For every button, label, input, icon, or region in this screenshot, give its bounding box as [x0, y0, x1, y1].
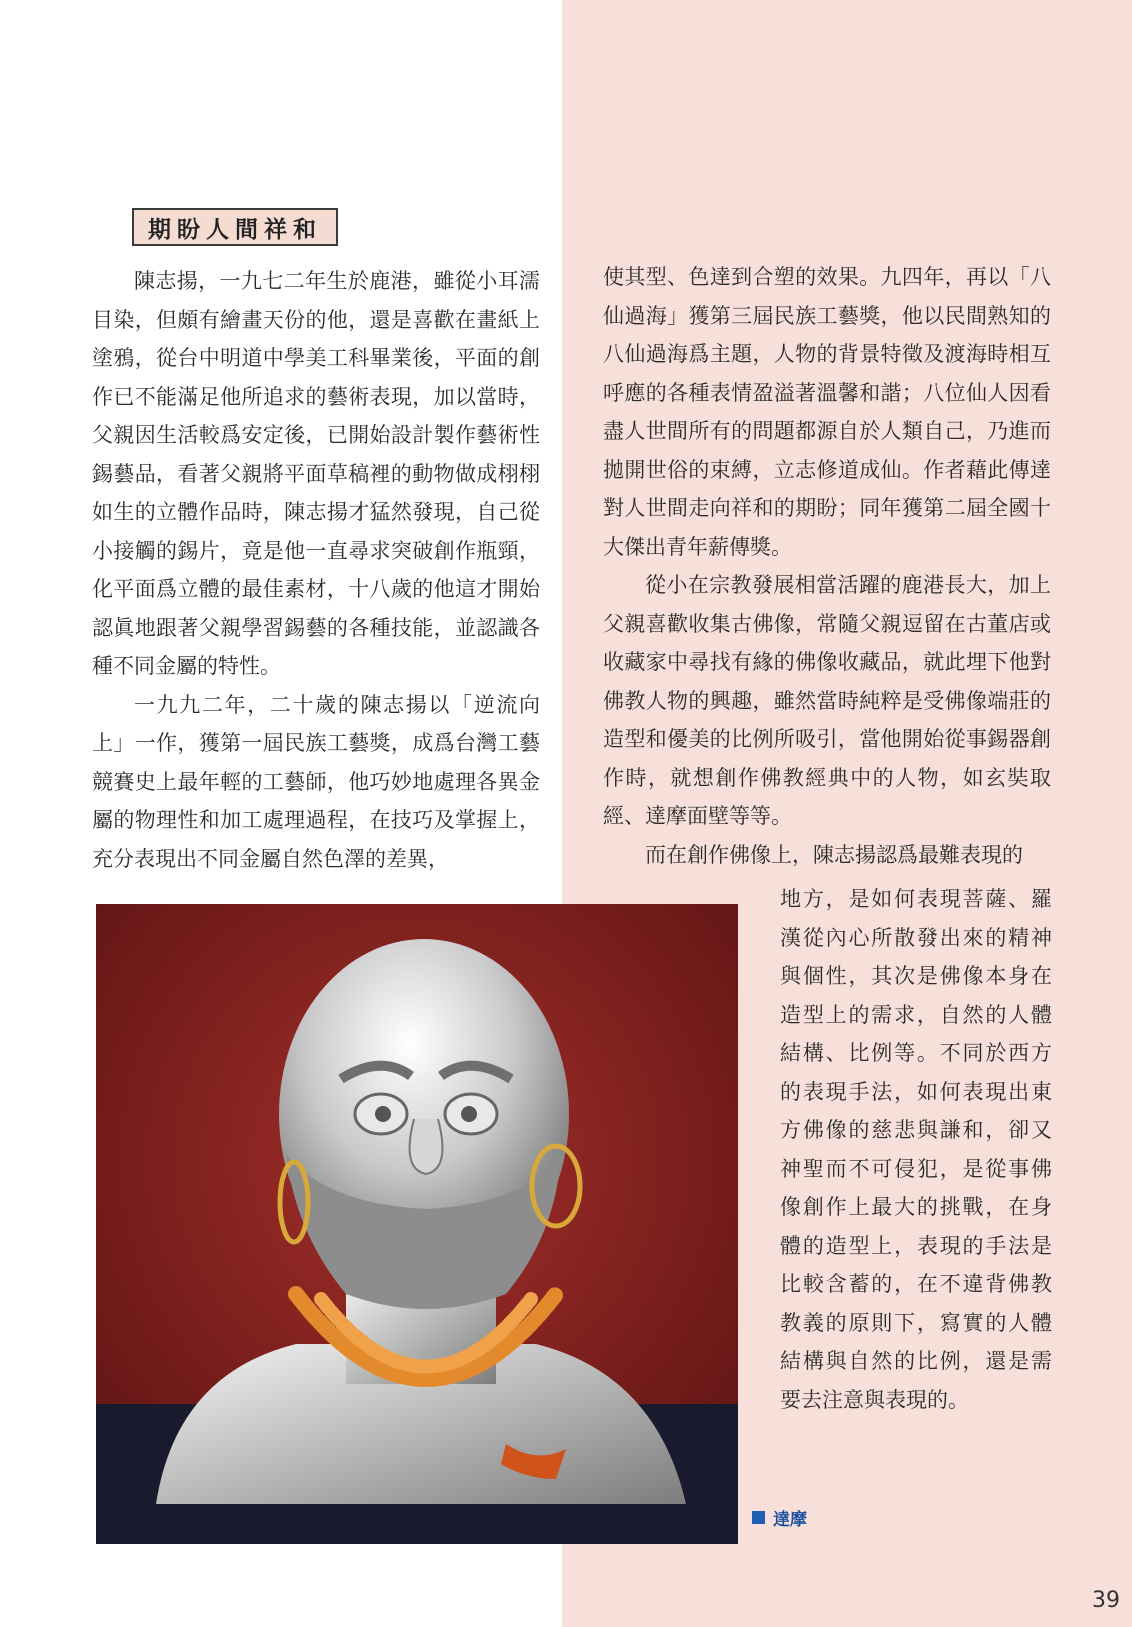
section-heading-text: 期盼人間祥和	[148, 215, 322, 243]
right-paragraph-3: 而在創作佛像上，陳志揚認爲最難表現的	[645, 842, 1023, 867]
caption-square-icon	[752, 1511, 765, 1524]
page-number: 39	[1092, 1588, 1120, 1613]
photo-caption-text: 達摩	[773, 1510, 807, 1530]
section-heading	[132, 208, 338, 246]
right-paragraph-3-continued: 地方，是如何表現菩薩、羅漢從內心所散發出來的精神與個性，其次是佛像本身在造型上的需求，自然的人體結構、比例等。不同於西方的表現手法，如何表現出東方佛像的慈悲與謙和，卻又神聖而不可侵犯，是從事佛像創作上最大的挑戰，在身體的造型上，表現的手法是比較含蓄的，在不違背佛教教義的原則下，寫實的人體結構與自然的比例，還是需要去注意與表現的。	[780, 887, 1052, 1412]
left-text-column	[92, 262, 540, 878]
right-text-column	[603, 258, 1051, 874]
right-paragraph-2: 從小在宗教發展相當活躍的鹿港長大，加上父親喜歡收集古佛像，常隨父親逗留在古董店或收藏家中尋找有緣的佛像收藏品，就此埋下他對佛教人物的興趣，雖然當時純粹是受佛像端莊的造型和優美的比例所吸引，當他開始從事錫器創作時，就想創作佛教經典中的人物，如玄奘取經、達摩面壁等等。	[603, 573, 1051, 828]
right-narrow-text-column	[780, 880, 1052, 1419]
left-paragraph-1: 陳志揚，一九七二年生於鹿港，雖從小耳濡目染，但頗有繪畫天份的他，還是喜歡在畫紙上塗鴉，從台中明道中學美工科畢業後，平面的創作已不能滿足他所追求的藝術表現，加以當時，父親因生活較爲安定後，已開始設計製作藝術性錫藝品，看著父親將平面草稿裡的動物做成栩栩如生的立體作品時，陳志揚才猛然發現，自己從小接觸的錫片，竟是他一直尋求突破創作瓶頸，化平面爲立體的最佳素材，十八歲的他這才開始認眞地跟著父親學習錫藝的各種技能，並認識各種不同金屬的特性。	[92, 269, 540, 678]
right-paragraph-1: 使其型、色達到合塑的效果。九四年，再以「八仙過海」獲第三屆民族工藝獎，他以民間熟知的八仙過海爲主題，人物的背景特徵及渡海時相互呼應的各種表情盈溢著溫馨和諧；八位仙人因看盡人世間所有的問題都源自於人類自己，乃進而拋開世俗的束縛，立志修道成仙。作者藉此傳達對人世間走向祥和的期盼；同年獲第二屆全國十大傑出青年薪傳獎。	[603, 265, 1051, 559]
photo-caption	[752, 1505, 807, 1530]
sculpture-illustration	[96, 904, 738, 1544]
bodhidharma-sculpture-photo	[96, 904, 738, 1544]
left-paragraph-2: 一九九二年，二十歲的陳志揚以「逆流向上」一作，獲第一屆民族工藝獎，成爲台灣工藝競賽史上最年輕的工藝師，他巧妙地處理各異金屬的物理性和加工處理過程，在技巧及掌握上，充分表現出不同金屬自然色澤的差異，	[92, 692, 540, 871]
